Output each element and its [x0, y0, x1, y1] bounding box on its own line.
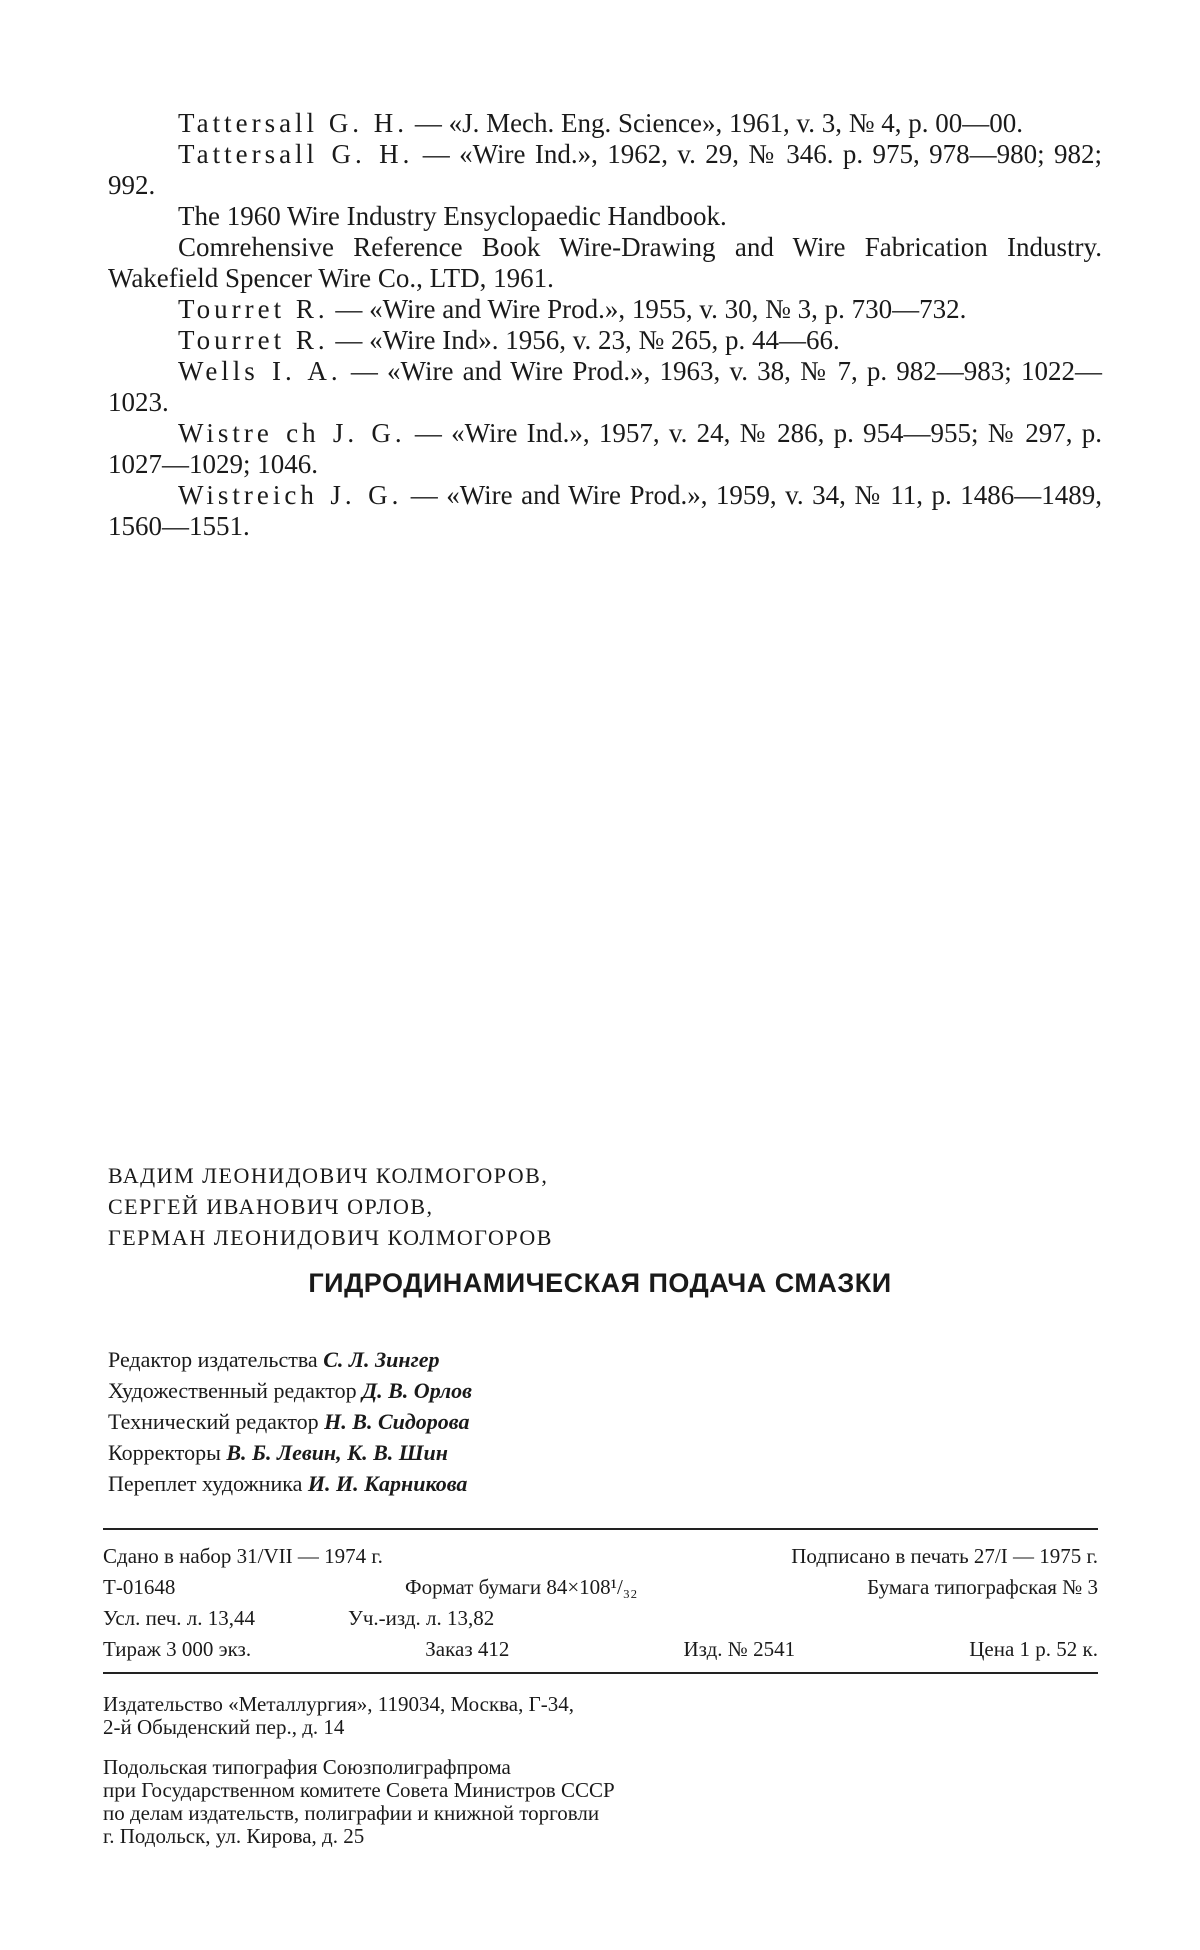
imprint-row [103, 1603, 1098, 1634]
imprint-cell: Формат бумаги 84×108¹/₃₂ [405, 1575, 638, 1599]
printer-line: при Государственном комитете Совета Министров СССР [103, 1778, 615, 1802]
publisher-line: Издательство «Металлургия», 119034, Москва, Г-34, [103, 1692, 575, 1716]
reference-text: — «Wire Ind». 1956, v. 23, № 265, p. 44—66. [328, 325, 840, 355]
printer-line: по делам издательств, полиграфии и книжной торговли [103, 1801, 600, 1825]
book-authors [108, 1160, 553, 1253]
credit-name: И. И. Карникова [307, 1471, 468, 1496]
reference-text: Comrehensive Reference Book Wire-Drawing and Wire Fabrication Industry. Wakefield Spencer Wire Co., LTD, 1961. [108, 232, 1102, 293]
printer-line: г. Подольск, ул. Кирова, д. 25 [103, 1824, 365, 1848]
reference-text: — «J. Mech. Eng. Science», 1961, v. 3, № 4, p. 00—00. [408, 108, 1023, 138]
divider-rule [103, 1528, 1098, 1530]
publisher-info [103, 1693, 574, 1739]
imprint-table [103, 1541, 1098, 1665]
credit-name: С. Л. Зингер [323, 1347, 440, 1372]
credit-line [108, 1468, 472, 1499]
author-name: СЕРГЕЙ ИВАНОВИЧ ОРЛОВ, [108, 1194, 434, 1219]
reference-text: — «Wire and Wire Prod.», 1955, v. 30, № 3, p. 730—732. [328, 294, 967, 324]
credit-line [108, 1375, 472, 1406]
divider-rule [103, 1672, 1098, 1674]
reference-author: Wells I. A. [178, 356, 342, 386]
credit-role: Технический редактор [108, 1409, 325, 1434]
publisher-line: 2-й Обыденский пер., д. 14 [103, 1715, 345, 1739]
reference-entry [108, 139, 1102, 201]
reference-entry [108, 232, 1102, 294]
reference-text: — «Wire Ind.», 1962, v. 29, № 346. p. 975, 978—980; 982; 992. [108, 139, 1102, 200]
bibliography-list [108, 108, 1102, 542]
credit-name: В. Б. Левин, К. В. Шин [226, 1440, 448, 1465]
reference-author: Wistre ch J. G. [178, 418, 406, 448]
reference-entry [108, 108, 1102, 139]
imprint-cell: Изд. № 2541 [683, 1637, 796, 1661]
reference-entry [108, 294, 1102, 325]
reference-author: Tattersall G. H. [178, 108, 409, 138]
imprint-cell: Уч.-изд. л. 13,82 [348, 1606, 495, 1630]
author-name: ВАДИМ ЛЕОНИДОВИЧ КОЛМОГОРОВ, [108, 1163, 549, 1188]
reference-text: The 1960 Wire Industry Ensyclopaedic Handbook. [178, 201, 727, 231]
reference-entry [108, 480, 1102, 542]
reference-entry [108, 356, 1102, 418]
reference-entry [108, 418, 1102, 480]
imprint-cell: Подписано в печать 27/I — 1975 г. [791, 1544, 1098, 1568]
reference-text: — «Wire and Wire Prod.», 1963, v. 38, № 7, p. 982—983; 1022—1023. [108, 356, 1102, 417]
reference-entry [108, 325, 1102, 356]
imprint-row [103, 1541, 1098, 1572]
imprint-row [103, 1634, 1098, 1665]
credit-role: Редактор издательства [108, 1347, 324, 1372]
imprint-cell: Т-01648 [103, 1575, 176, 1599]
author-name: ГЕРМАН ЛЕОНИДОВИЧ КОЛМОГОРОВ [108, 1225, 553, 1250]
printer-info [103, 1756, 615, 1848]
imprint-cell: Заказ 412 [425, 1637, 510, 1661]
reference-author: Wistreich J. G. [178, 480, 403, 510]
reference-entry [108, 201, 1102, 232]
credit-line [108, 1344, 472, 1375]
imprint-cell: Тираж 3 000 экз. [103, 1637, 252, 1661]
credit-role: Художественный редактор [108, 1378, 363, 1403]
credit-role: Переплет художника [108, 1471, 308, 1496]
imprint-cell: Цена 1 р. 52 к. [969, 1637, 1098, 1661]
reference-text: — «Wire Ind.», 1957, v. 24, № 286, p. 954—955; № 297, p. 1027—1029; 1046. [108, 418, 1102, 479]
reference-author: Tourret R. [178, 294, 329, 324]
credit-line [108, 1437, 472, 1468]
imprint-cell: Сдано в набор 31/VII — 1974 г. [103, 1544, 383, 1568]
imprint-cell: Бумага типографская № 3 [867, 1575, 1098, 1599]
imprint-cell: Усл. печ. л. 13,44 [103, 1606, 255, 1630]
credit-role: Корректоры [108, 1440, 227, 1465]
reference-author: Tourret R. [178, 325, 329, 355]
credit-name: Д. В. Орлов [362, 1378, 472, 1403]
editorial-credits [108, 1344, 472, 1499]
credit-name: Н. В. Сидорова [324, 1409, 470, 1434]
printer-line: Подольская типография Союзполиграфпрома [103, 1755, 511, 1779]
reference-text: — «Wire and Wire Prod.», 1959, v. 34, № 11, p. 1486—1489, 1560—1551. [108, 480, 1102, 541]
credit-line [108, 1406, 472, 1437]
imprint-row [103, 1572, 1098, 1603]
book-title: ГИДРОДИНАМИЧЕСКАЯ ПОДАЧА СМАЗКИ [308, 1268, 892, 1298]
reference-author: Tattersall G. H. [178, 139, 414, 169]
